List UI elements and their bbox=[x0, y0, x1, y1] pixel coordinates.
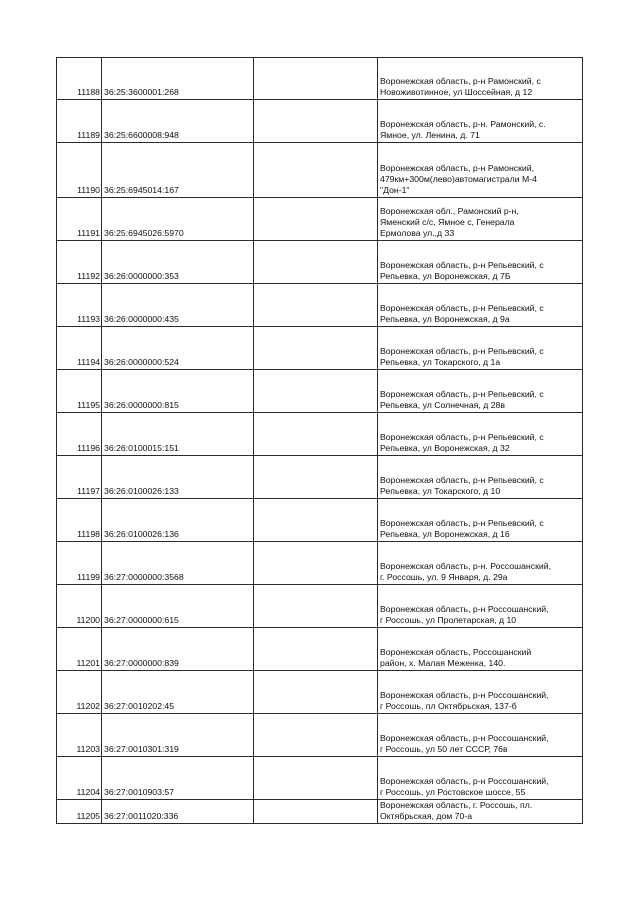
cadastral-number-cell: 36:26:0100015:151 bbox=[102, 413, 254, 456]
cadastral-number-cell: 36:25:6945014:167 bbox=[102, 143, 254, 198]
address-line: Репьевка, ул Воронежская, д 16 bbox=[380, 529, 510, 539]
empty-cell bbox=[254, 671, 378, 714]
address-line: Воронежская область, р-н Репьевский, с bbox=[380, 475, 544, 485]
cadastral-number-cell: 36:26:0100026:136 bbox=[102, 499, 254, 542]
cadastral-number-cell: 36:27:0000000:615 bbox=[102, 585, 254, 628]
row-number-cell: 11205 bbox=[57, 800, 102, 824]
address-line: "Дон-1" bbox=[380, 185, 410, 195]
row-number-cell: 11199 bbox=[57, 542, 102, 585]
address-line: Воронежская область, р-н Репьевский, с bbox=[380, 518, 544, 528]
cadastral-number-cell: 36:26:0000000:435 bbox=[102, 284, 254, 327]
row-number-cell: 11201 bbox=[57, 628, 102, 671]
empty-cell bbox=[254, 370, 378, 413]
registry-table bbox=[56, 57, 583, 824]
row-number-cell: 11193 bbox=[57, 284, 102, 327]
table-row bbox=[57, 714, 583, 757]
address-line: Репьевка, ул Токарского, д 1а bbox=[380, 357, 501, 367]
row-number-cell: 11204 bbox=[57, 757, 102, 800]
address-line: Воронежская область, р-н Репьевский, с bbox=[380, 346, 544, 356]
address-line: Ермолова ул.,д 33 bbox=[380, 228, 455, 238]
empty-cell bbox=[254, 327, 378, 370]
row-number-cell: 11192 bbox=[57, 241, 102, 284]
empty-cell bbox=[254, 58, 378, 100]
address-cell bbox=[378, 327, 583, 370]
address-line: Воронежская обл., Рамонский р-н, bbox=[380, 206, 519, 216]
registry-table-body bbox=[57, 58, 583, 824]
row-number-cell: 11197 bbox=[57, 456, 102, 499]
cadastral-number-cell: 36:27:0010903:57 bbox=[102, 757, 254, 800]
row-number-cell: 11191 bbox=[57, 198, 102, 241]
address-line: Воронежская область, р-н Россошанский, bbox=[380, 604, 549, 614]
address-line: г Россошь, ул Пролетарская, д 10 bbox=[380, 615, 517, 625]
address-cell bbox=[378, 143, 583, 198]
address-line: Воронежская область, р-н. Россошанский, bbox=[380, 561, 551, 571]
address-line: Воронежская область, р-н. Рамонский, с. bbox=[380, 119, 546, 129]
address-line: Воронежская область, Россошанский bbox=[380, 647, 532, 657]
cadastral-number-cell: 36:27:0000000:3568 bbox=[102, 542, 254, 585]
table-row bbox=[57, 585, 583, 628]
address-cell bbox=[378, 100, 583, 143]
address-line: Воронежская область, р-н Россошанский, bbox=[380, 690, 549, 700]
address-line: район, х. Малая Меженка, 140. bbox=[380, 658, 506, 668]
address-line: Октябрьская, дом 70-а bbox=[380, 811, 473, 821]
table-row bbox=[57, 542, 583, 585]
address-cell bbox=[378, 456, 583, 499]
address-line: Репьевка, ул Солнечная, д 28в bbox=[380, 400, 505, 410]
address-cell bbox=[378, 800, 583, 824]
address-line: г Россошь, ул Ростовское шоссе, 55 bbox=[380, 787, 526, 797]
empty-cell bbox=[254, 542, 378, 585]
row-number-cell: 11190 bbox=[57, 143, 102, 198]
empty-cell bbox=[254, 284, 378, 327]
empty-cell bbox=[254, 714, 378, 757]
cadastral-number-cell: 36:25:3600001:268 bbox=[102, 58, 254, 100]
address-cell bbox=[378, 241, 583, 284]
address-cell bbox=[378, 671, 583, 714]
table-row bbox=[57, 370, 583, 413]
address-line: Воронежская область, р-н Рамонский, с bbox=[380, 76, 541, 86]
address-line: г Россошь, ул 50 лет СССР, 76в bbox=[380, 744, 508, 754]
row-number-cell: 11194 bbox=[57, 327, 102, 370]
empty-cell bbox=[254, 456, 378, 499]
address-line: 479км+300м(лево)автомагистрали М-4 bbox=[380, 174, 537, 184]
address-cell bbox=[378, 370, 583, 413]
address-line: Воронежская область, р-н Репьевский, с bbox=[380, 303, 544, 313]
cadastral-number-cell: 36:26:0000000:524 bbox=[102, 327, 254, 370]
table-row bbox=[57, 327, 583, 370]
empty-cell bbox=[254, 143, 378, 198]
empty-cell bbox=[254, 757, 378, 800]
row-number-cell: 11188 bbox=[57, 58, 102, 100]
address-line: Воронежская область, р-н Репьевский, с bbox=[380, 432, 544, 442]
empty-cell bbox=[254, 241, 378, 284]
address-line: Воронежская область, г. Россошь, пл. bbox=[380, 800, 533, 810]
cadastral-number-cell: 36:27:0011020:336 bbox=[102, 800, 254, 824]
row-number-cell: 11196 bbox=[57, 413, 102, 456]
table-row bbox=[57, 757, 583, 800]
table-row bbox=[57, 456, 583, 499]
empty-cell bbox=[254, 198, 378, 241]
row-number-cell: 11195 bbox=[57, 370, 102, 413]
empty-cell bbox=[254, 628, 378, 671]
address-cell bbox=[378, 284, 583, 327]
address-cell bbox=[378, 628, 583, 671]
table-row bbox=[57, 284, 583, 327]
table-row bbox=[57, 58, 583, 100]
address-line: Воронежская область, р-н Рамонский, bbox=[380, 163, 535, 173]
empty-cell bbox=[254, 100, 378, 143]
empty-cell bbox=[254, 413, 378, 456]
empty-cell bbox=[254, 499, 378, 542]
table-row bbox=[57, 628, 583, 671]
address-line: г Россошь, пл Октябрьская, 137-б bbox=[380, 701, 517, 711]
address-line: Воронежская область, р-н Россошанский, bbox=[380, 776, 549, 786]
address-cell bbox=[378, 499, 583, 542]
cadastral-number-cell: 36:25:6945026:5970 bbox=[102, 198, 254, 241]
table-row bbox=[57, 143, 583, 198]
row-number-cell: 11203 bbox=[57, 714, 102, 757]
address-cell bbox=[378, 542, 583, 585]
empty-cell bbox=[254, 585, 378, 628]
row-number-cell: 11200 bbox=[57, 585, 102, 628]
row-number-cell: 11202 bbox=[57, 671, 102, 714]
cadastral-number-cell: 36:27:0010202:45 bbox=[102, 671, 254, 714]
cadastral-number-cell: 36:27:0000000:839 bbox=[102, 628, 254, 671]
address-cell bbox=[378, 714, 583, 757]
address-line: Репьевка, ул Воронежская, д 9а bbox=[380, 314, 510, 324]
table-row bbox=[57, 100, 583, 143]
cadastral-number-cell: 36:25:6600008:948 bbox=[102, 100, 254, 143]
address-line: Ямное, ул. Ленина, д. 71 bbox=[380, 130, 480, 140]
address-line: Воронежская область, р-н Репьевский, с bbox=[380, 260, 544, 270]
cadastral-number-cell: 36:27:0010301:319 bbox=[102, 714, 254, 757]
cadastral-number-cell: 36:26:0000000:815 bbox=[102, 370, 254, 413]
address-line: г. Россошь, ул. 9 Января, д. 29а bbox=[380, 572, 508, 582]
address-line: Репьевка, ул Токарского, д 10 bbox=[380, 486, 501, 496]
row-number-cell: 11198 bbox=[57, 499, 102, 542]
cadastral-number-cell: 36:26:0100026:133 bbox=[102, 456, 254, 499]
address-cell bbox=[378, 198, 583, 241]
address-line: Воронежская область, р-н Россошанский, bbox=[380, 733, 549, 743]
address-line: Новоживотинное, ул Шоссейная, д 12 bbox=[380, 87, 533, 97]
table-row bbox=[57, 413, 583, 456]
address-cell bbox=[378, 757, 583, 800]
table-row bbox=[57, 198, 583, 241]
address-line: Яменский с/с, Ямное с, Генерала bbox=[380, 217, 515, 227]
cadastral-number-cell: 36:26:0000000:353 bbox=[102, 241, 254, 284]
empty-cell bbox=[254, 800, 378, 824]
address-line: Репьевка, ул Воронежская, д 32 bbox=[380, 443, 510, 453]
address-cell bbox=[378, 58, 583, 100]
row-number-cell: 11189 bbox=[57, 100, 102, 143]
address-line: Воронежская область, р-н Репьевский, с bbox=[380, 389, 544, 399]
address-line: Репьевка, ул Воронежская, д 7Б bbox=[380, 271, 511, 281]
table-row bbox=[57, 671, 583, 714]
address-cell bbox=[378, 413, 583, 456]
table-row bbox=[57, 499, 583, 542]
table-row bbox=[57, 241, 583, 284]
table-row bbox=[57, 800, 583, 824]
address-cell bbox=[378, 585, 583, 628]
